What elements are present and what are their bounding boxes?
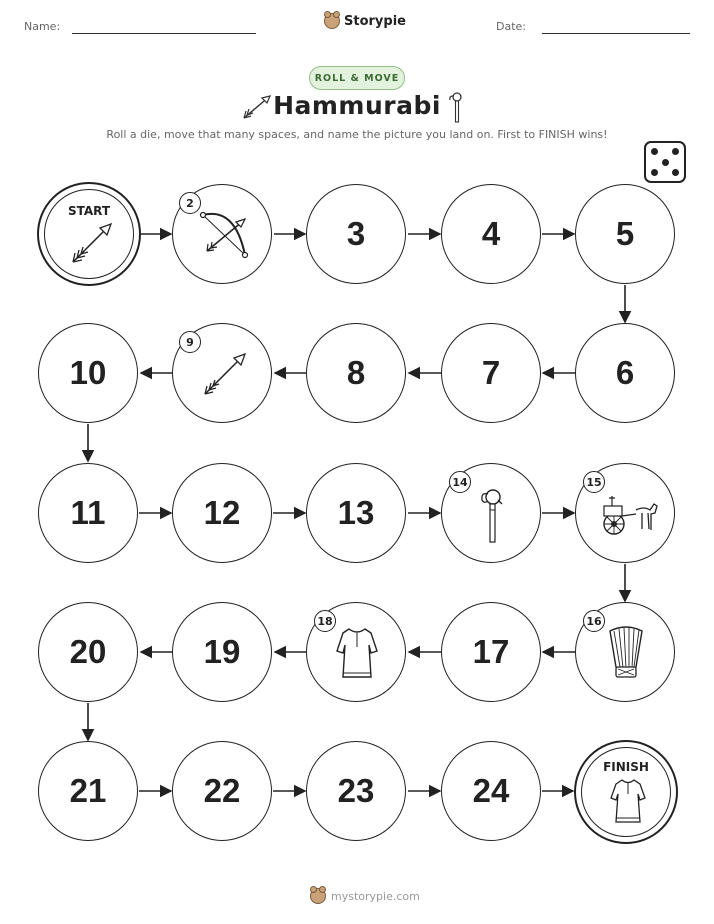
brand-name: Storypie (344, 13, 406, 29)
space-13[interactable] (306, 463, 406, 563)
space-17[interactable] (441, 602, 541, 702)
page-title: Hammurabi (273, 91, 441, 120)
footer (310, 888, 420, 904)
space-number: 13 (337, 494, 375, 531)
space-number: 20 (69, 633, 107, 670)
space-21[interactable] (38, 741, 138, 841)
space-number: 22 (203, 772, 241, 809)
space-number: 10 (69, 354, 107, 391)
space-number: 19 (203, 633, 241, 670)
space-16-tag: 16 (583, 610, 605, 632)
space-9-tag: 9 (179, 331, 201, 353)
space-8[interactable] (306, 323, 406, 423)
space-3[interactable] (306, 184, 406, 284)
space-14-tag: 14 (449, 471, 471, 493)
space-7[interactable] (441, 323, 541, 423)
space-22[interactable] (172, 741, 272, 841)
space-18-tag: 18 (314, 610, 336, 632)
space-number: 11 (70, 494, 106, 531)
instructions: Roll a die, move that many spaces, and name the picture you land on. First to FINISH wins! (106, 128, 608, 141)
space-23[interactable] (306, 741, 406, 841)
space-15-tag: 15 (583, 471, 605, 493)
space-12[interactable] (172, 463, 272, 563)
space-number: 12 (203, 494, 241, 531)
space-number: 24 (472, 772, 510, 809)
footer-url[interactable]: mystorypie.com (331, 889, 420, 903)
space-number: 6 (615, 354, 635, 391)
start-label: START (67, 204, 111, 218)
arrow-icon (39, 184, 143, 288)
bear-logo-icon (310, 888, 326, 904)
space-2-tag: 2 (179, 192, 201, 214)
space-11[interactable] (38, 463, 138, 563)
space-number: 23 (337, 772, 375, 809)
space-4[interactable] (441, 184, 541, 284)
space-5[interactable] (575, 184, 675, 284)
space-6[interactable] (575, 323, 675, 423)
space-10[interactable] (38, 323, 138, 423)
space-number: 4 (481, 215, 501, 252)
finish-label: FINISH (603, 760, 649, 774)
space-number: 3 (346, 215, 366, 252)
tunic-icon (576, 742, 680, 846)
space-24[interactable] (441, 741, 541, 841)
space-number: 17 (472, 633, 510, 670)
name-label: Name: (24, 20, 61, 33)
space-number: 21 (69, 772, 107, 809)
space-number: 7 (481, 354, 501, 391)
space-number: 5 (615, 215, 635, 252)
space-start[interactable] (37, 182, 141, 286)
space-19[interactable] (172, 602, 272, 702)
space-finish[interactable] (574, 740, 678, 844)
roll-and-move-badge: ROLL & MOVE (309, 66, 405, 90)
space-20[interactable] (38, 602, 138, 702)
space-number: 8 (346, 354, 366, 391)
date-label: Date: (496, 20, 526, 33)
